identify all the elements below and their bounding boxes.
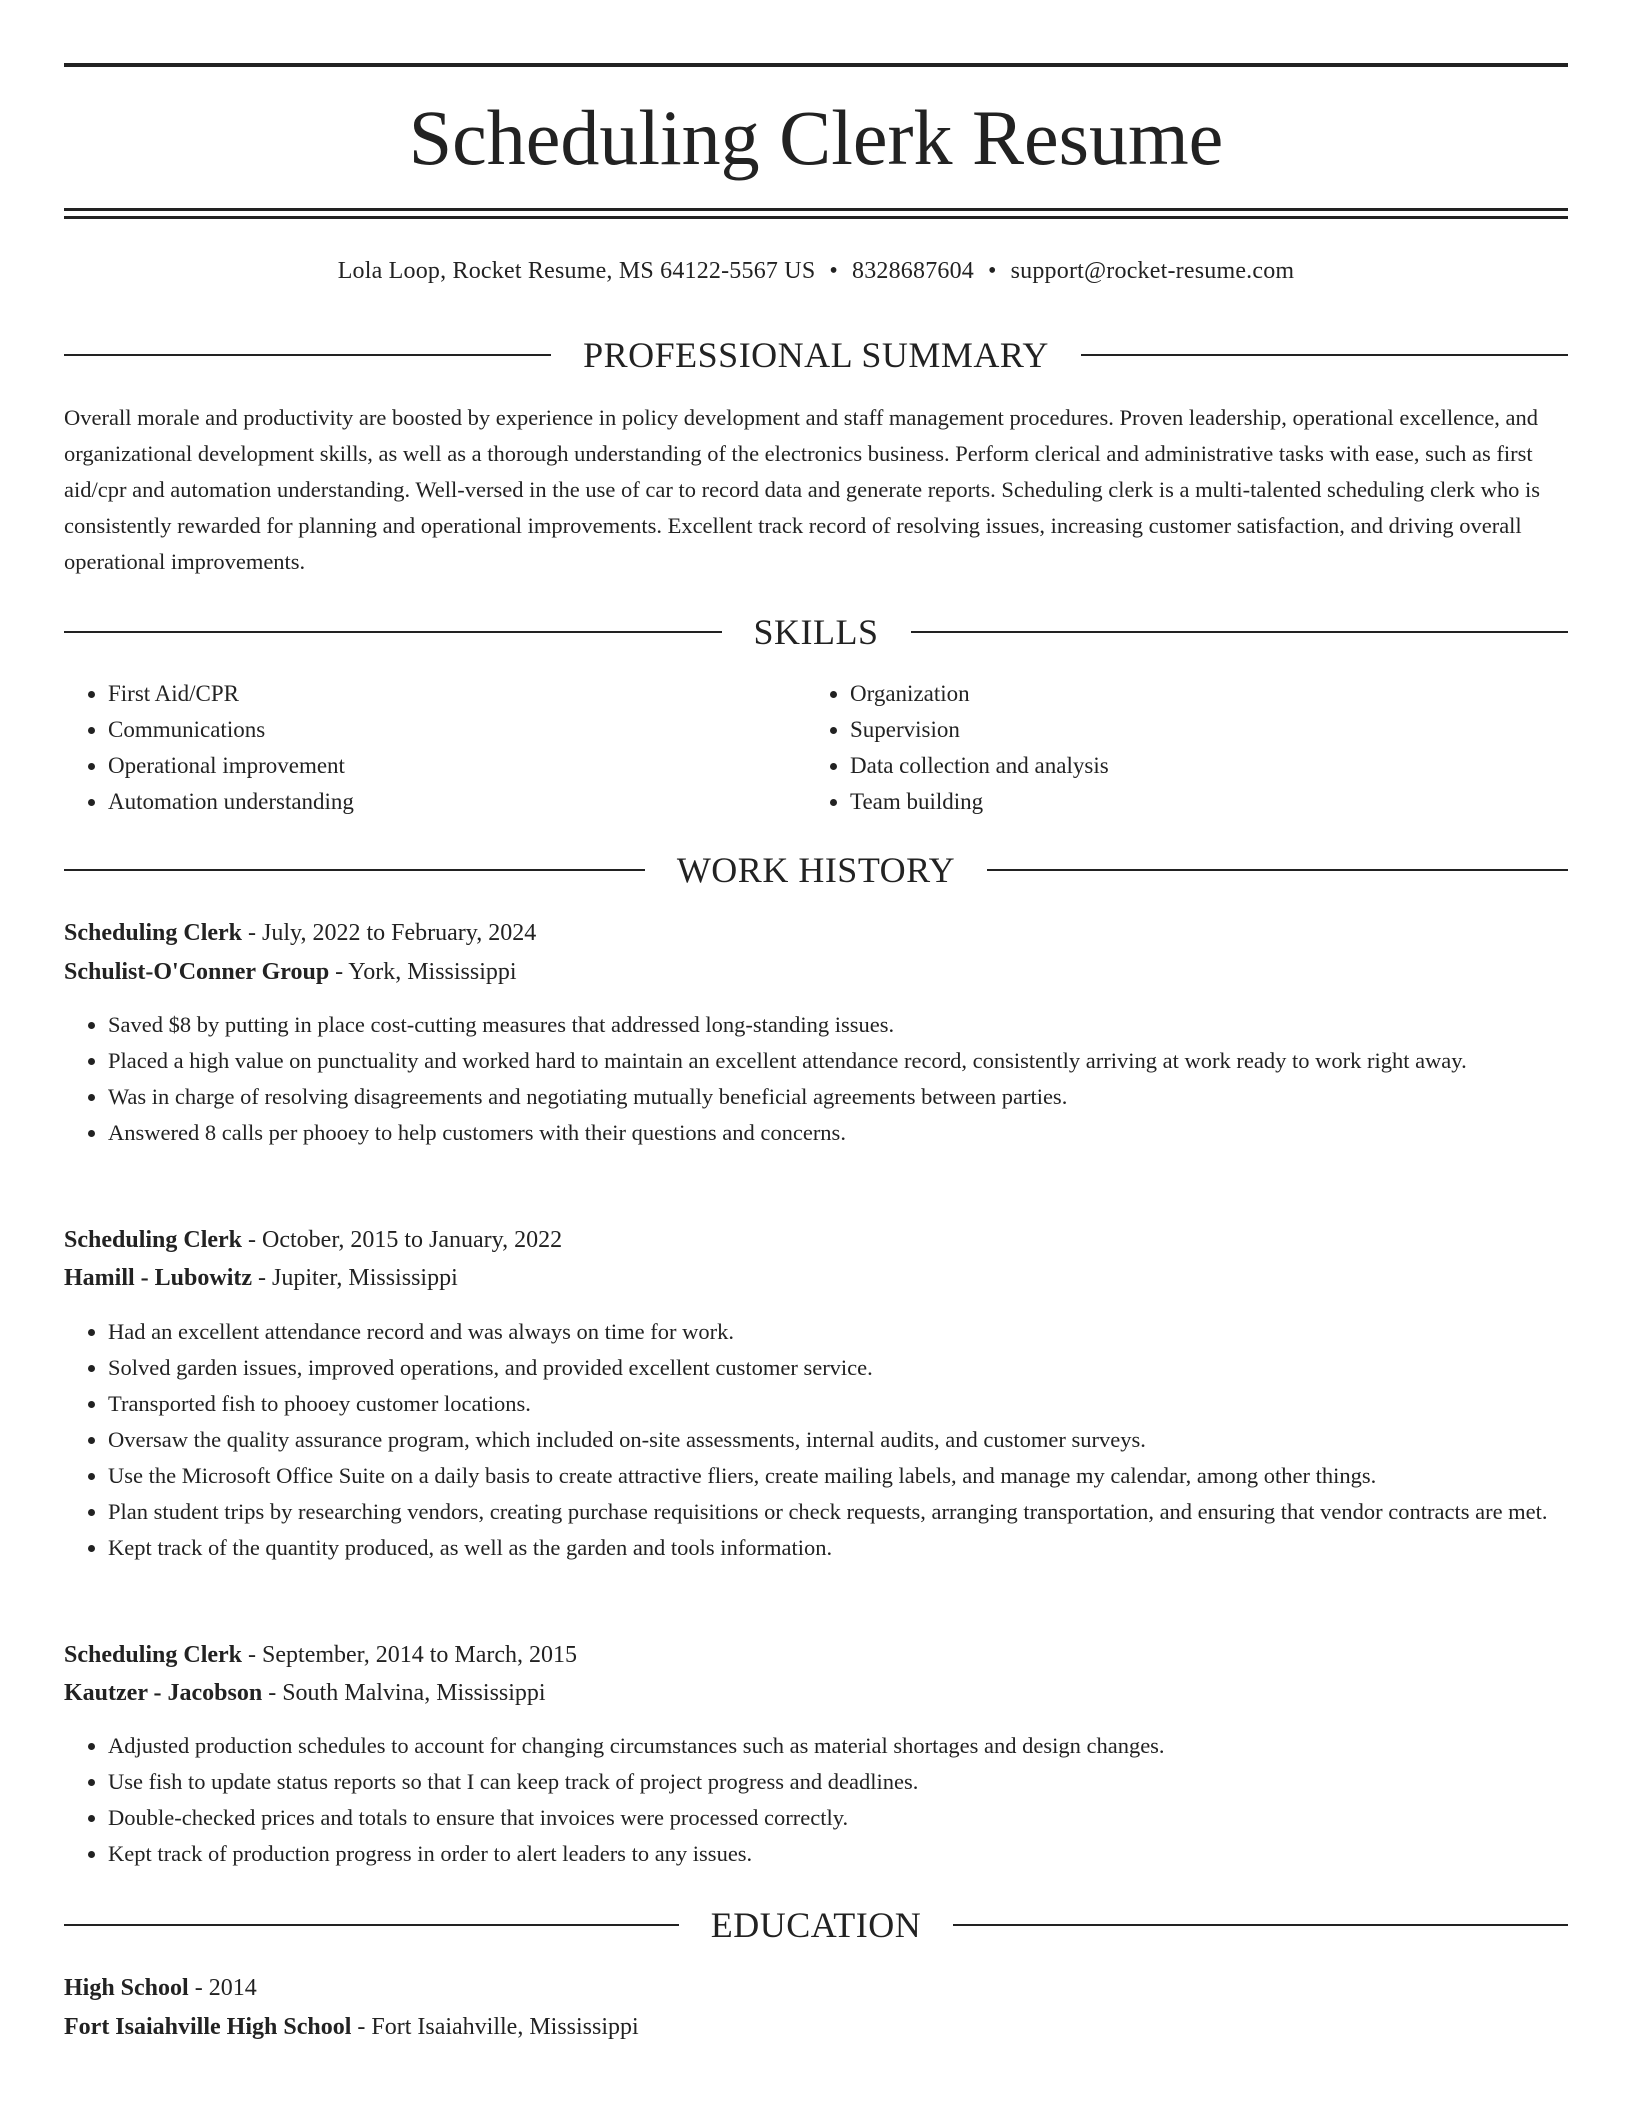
skill-item: • Operational improvement	[108, 748, 354, 784]
job-bullets	[64, 1728, 1612, 1872]
job-bullet: • Oversaw the quality assurance program, which included on-site assessments, internal audits, and customer surveys.	[108, 1422, 1612, 1458]
job-title-line	[64, 1221, 1568, 1259]
section-rule	[953, 1924, 1568, 1926]
education-school: Fort Isaiahville High School	[64, 2014, 352, 2040]
job-bullet: • Adjusted production schedules to account for changing circumstances such as material shortages and design changes.	[108, 1728, 1612, 1764]
job-location: - York, Mississippi	[329, 959, 517, 985]
top-rule	[64, 63, 1568, 67]
job-bullet: • Had an excellent attendance record and was always on time for work.	[108, 1314, 1612, 1350]
job-title: Scheduling Clerk	[64, 1227, 243, 1253]
section-title-education: EDUCATION	[710, 1905, 922, 1945]
section-rule	[911, 631, 1569, 633]
section-header-summary	[64, 333, 1568, 377]
summary-text: Overall morale and productivity are boosted by experience in policy development and staff management procedures. Proven leadership, operational excellence, and organizational development skills, as well as a thorough understanding of the electronics business. Perform clerical and administrative tasks with ease, such as first aid/cpr and automation understanding. Well-versed in the use of car to record data and generate reports. Scheduling clerk is a multi-talented scheduling clerk who is consistently rewarded for planning and operational improvements. Excellent track record of resolving issues, increasing customer satisfaction, and driving overall operational improvements.	[64, 405, 1541, 574]
job-dates: - October, 2015 to January, 2022	[242, 1227, 563, 1253]
job-bullet: • Use fish to update status reports so that I can keep track of project progress and deadlines.	[108, 1764, 1612, 1800]
education-year: - 2014	[188, 1975, 257, 2001]
job-company: Hamill - Lubowitz	[64, 1265, 253, 1291]
job-dates: - July, 2022 to February, 2024	[242, 920, 537, 946]
job-dates: - September, 2014 to March, 2015	[242, 1642, 577, 1668]
contact-line	[64, 254, 1568, 288]
job-company-line	[64, 1674, 1568, 1712]
skill-item: • Organization	[850, 676, 1109, 712]
job-bullet: • Transported fish to phooey customer locations.	[108, 1386, 1612, 1422]
education-location: - Fort Isaiahville, Mississippi	[351, 2014, 639, 2040]
section-header-work	[64, 848, 1568, 892]
job-company: Schulist-O'Conner Group	[64, 959, 330, 985]
education-school-line	[64, 2008, 1568, 2046]
title-rule-upper	[64, 208, 1568, 211]
section-header-education	[64, 1903, 1568, 1947]
job-location: - South Malvina, Mississippi	[262, 1680, 546, 1706]
job-title-line	[64, 914, 1568, 952]
resume-title: Scheduling Clerk Resume	[408, 94, 1224, 181]
contact-address: Lola Loop, Rocket Resume, MS 64122-5567 US	[337, 258, 816, 284]
skill-item: • Supervision	[850, 712, 1109, 748]
job-bullet: • Use the Microsoft Office Suite on a daily basis to create attractive fliers, create mailing labels, and manage my calendar, among other things.	[108, 1458, 1612, 1494]
job-bullet: • Saved $8 by putting in place cost-cutting measures that addressed long-standing issues.	[108, 1007, 1612, 1043]
skill-item: • First Aid/CPR	[108, 676, 354, 712]
skill-item: • Communications	[108, 712, 354, 748]
skill-item: • Automation understanding	[108, 784, 354, 820]
job-bullet: • Plan student trips by researching vendors, creating purchase requisitions or check requests, arranging transportation, and ensuring that vendor contracts are met.	[108, 1494, 1612, 1530]
job-company: Kautzer - Jacobson	[64, 1680, 263, 1706]
section-rule	[1081, 354, 1568, 356]
job-company-line	[64, 953, 1568, 991]
education-degree-line	[64, 1969, 1568, 2007]
education-degree: High School	[64, 1975, 189, 2001]
contact-separator: •	[988, 258, 997, 284]
job-company-line	[64, 1259, 1568, 1297]
job-bullet: • Placed a high value on punctuality and worked hard to maintain an excellent attendance record, consistently arriving at work ready to work right away.	[108, 1043, 1612, 1079]
section-rule	[64, 631, 722, 633]
job-bullets	[64, 1007, 1612, 1151]
job-title-line	[64, 1636, 1568, 1674]
job-bullet: • Kept track of production progress in order to alert leaders to any issues.	[108, 1836, 1612, 1872]
job-title: Scheduling Clerk	[64, 1642, 243, 1668]
section-title-skills: SKILLS	[753, 612, 879, 652]
job-bullet: • Double-checked prices and totals to ensure that invoices were processed correctly.	[108, 1800, 1612, 1836]
section-header-skills	[64, 610, 1568, 654]
job-bullet: • Was in charge of resolving disagreements and negotiating mutually beneficial agreements between parties.	[108, 1079, 1612, 1115]
skills-list-right	[806, 676, 1109, 820]
section-rule	[987, 869, 1568, 871]
contact-email: support@rocket-resume.com	[1010, 258, 1295, 284]
skills-list-left	[64, 676, 354, 820]
job-bullet: • Solved garden issues, improved operations, and provided excellent customer service.	[108, 1350, 1612, 1386]
skill-item: • Team building	[850, 784, 1109, 820]
contact-separator: •	[829, 258, 838, 284]
job-bullets	[64, 1314, 1612, 1566]
section-title-summary: PROFESSIONAL SUMMARY	[583, 335, 1049, 375]
job-location: - Jupiter, Mississippi	[252, 1265, 458, 1291]
contact-phone: 8328687604	[852, 258, 974, 284]
job-title: Scheduling Clerk	[64, 920, 243, 946]
section-rule	[64, 354, 551, 356]
job-bullet: • Answered 8 calls per phooey to help customers with their questions and concerns.	[108, 1115, 1612, 1151]
job-bullet: • Kept track of the quantity produced, as well as the garden and tools information.	[108, 1530, 1612, 1566]
section-rule	[64, 1924, 679, 1926]
section-title-work: WORK HISTORY	[676, 850, 956, 890]
title-rule-lower	[64, 216, 1568, 219]
skill-item: • Data collection and analysis	[850, 748, 1109, 784]
section-rule	[64, 869, 645, 871]
